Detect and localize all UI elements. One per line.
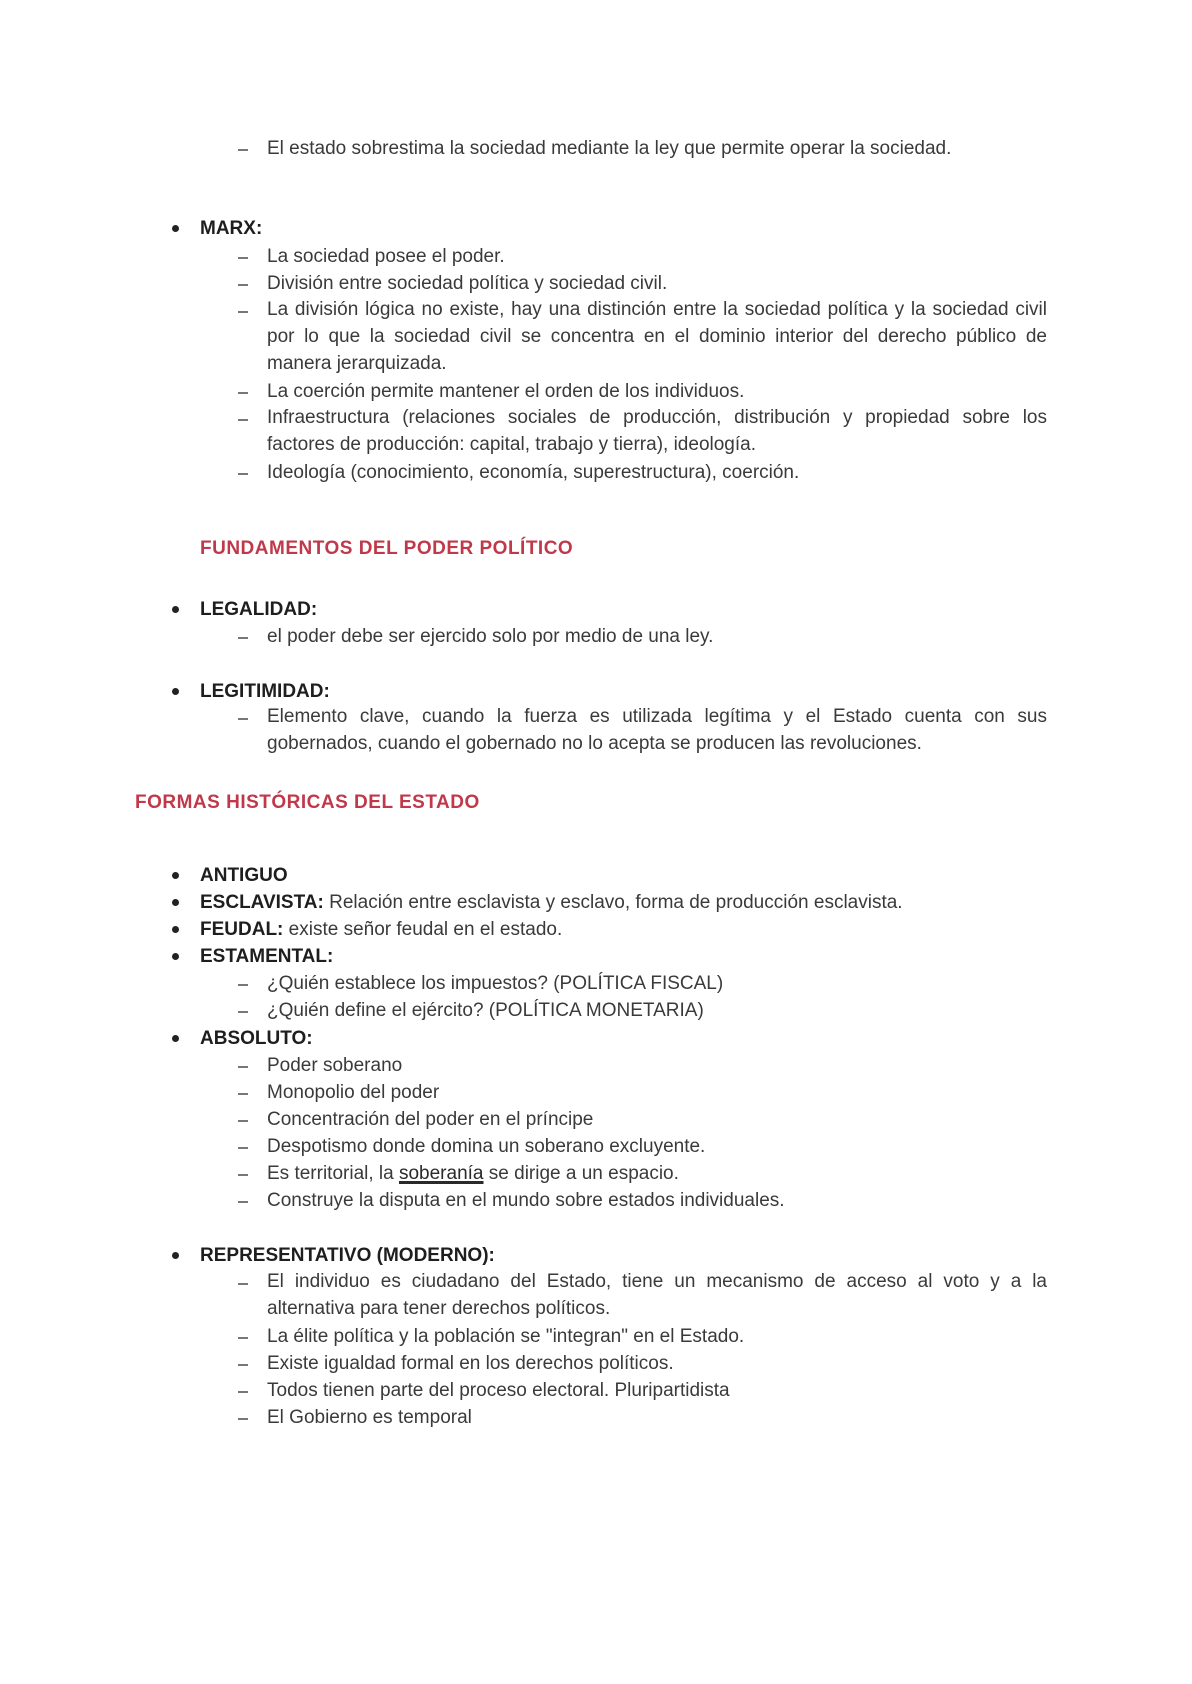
section-title-legalidad: LEGALIDAD:	[200, 599, 318, 620]
bullet-icon	[172, 899, 179, 906]
list-item: La división lógica no existe, hay una distinción entre la sociedad política y la sociedad civil por lo que la sociedad civil se concentra en el dominio interior del derecho público de manera jerarquizada.	[267, 299, 1047, 374]
list-dash-icon	[238, 1066, 248, 1068]
bullet-icon	[172, 926, 179, 933]
list-item: Construye la disputa en el mundo sobre estados individuales.	[267, 1190, 785, 1211]
list-dash-icon	[238, 149, 248, 151]
list-dash-icon	[238, 1120, 248, 1122]
bullet-icon	[172, 688, 179, 695]
list-dash-icon	[238, 284, 248, 286]
list-item: El individuo es ciudadano del Estado, tiene un mecanismo de acceso al voto y a la alternativa para tener derechos políticos.	[267, 1271, 1047, 1319]
list-item-absoluto-territorial: Es territorial, la soberanía se dirige a un espacio.	[267, 1163, 679, 1184]
list-dash-icon	[238, 473, 248, 475]
list-item: Infraestructura (relaciones sociales de producción, distribución y propiedad sobre los factores de producción: capital, trabajo y tierra), ideología.	[267, 407, 1047, 455]
list-item: ¿Quién define el ejército? (POLÍTICA MONETARIA)	[267, 1000, 704, 1021]
list-dash-icon	[238, 637, 248, 639]
list-dash-icon	[238, 1418, 248, 1420]
underlined-term: soberanía	[398, 1163, 484, 1184]
bullet-icon	[172, 1035, 179, 1042]
list-item: La coerción permite mantener el orden de los individuos.	[267, 381, 745, 402]
bullet-icon	[172, 872, 179, 879]
list-item: ¿Quién establece los impuestos? (POLÍTICA FISCAL)	[267, 973, 724, 994]
list-dash-icon	[238, 1364, 248, 1366]
list-dash-icon	[238, 718, 248, 720]
list-dash-icon	[238, 1391, 248, 1393]
list-item: el poder debe ser ejercido solo por medio de una ley.	[267, 626, 714, 647]
section-title-estamental: ESTAMENTAL:	[200, 946, 334, 967]
esclavista-line	[200, 888, 903, 917]
bullet-icon	[172, 953, 179, 960]
list-dash-icon	[238, 1283, 248, 1285]
list-item: Despotismo donde domina un soberano excluyente.	[267, 1136, 706, 1157]
feudal-label: FEUDAL:	[200, 919, 284, 940]
section-title-representativo: REPRESENTATIVO (MODERNO):	[200, 1245, 495, 1266]
bullet-icon	[172, 1252, 179, 1259]
list-dash-icon	[238, 1337, 248, 1339]
list-dash-icon	[238, 419, 248, 421]
section-title-absoluto: ABSOLUTO:	[200, 1028, 313, 1049]
list-item: División entre sociedad política y sociedad civil.	[267, 273, 668, 294]
list-item: Poder soberano	[267, 1055, 403, 1076]
list-dash-icon	[238, 257, 248, 259]
list-dash-icon	[238, 1201, 248, 1203]
esclavista-text: Relación entre esclavista y esclavo, forma de producción esclavista.	[323, 892, 903, 913]
section-title-antiguo: ANTIGUO	[200, 865, 288, 886]
section-title-legitimidad: LEGITIMIDAD:	[200, 681, 330, 702]
list-item: Ideología (conocimiento, economía, superestructura), coerción.	[267, 462, 800, 483]
section-title-marx: MARX:	[200, 218, 263, 239]
list-dash-icon	[238, 984, 248, 986]
list-dash-icon	[238, 1011, 248, 1013]
list-item: Existe igualdad formal en los derechos políticos.	[267, 1353, 674, 1374]
list-dash-icon	[238, 392, 248, 394]
list-item: La sociedad posee el poder.	[267, 246, 505, 267]
esclavista-label: ESCLAVISTA:	[200, 892, 324, 913]
feudal-line	[200, 915, 562, 944]
feudal-text: existe señor feudal en el estado.	[283, 919, 563, 940]
list-dash-icon	[238, 1093, 248, 1095]
bullet-icon	[172, 606, 179, 613]
list-dash-icon	[238, 1147, 248, 1149]
list-item: Todos tienen parte del proceso electoral. Pluripartidista	[267, 1380, 730, 1401]
list-dash-icon	[238, 1174, 248, 1176]
section-heading-fundamentos: FUNDAMENTOS DEL PODER POLÍTICO	[200, 538, 574, 559]
list-item: La élite política y la población se "integran" en el Estado.	[267, 1326, 745, 1347]
list-item: Elemento clave, cuando la fuerza es utilizada legítima y el Estado cuenta con sus gobernados, cuando el gobernado no lo acepta se producen las revoluciones.	[267, 706, 1047, 754]
list-item: El estado sobrestima la sociedad mediante la ley que permite operar la sociedad.	[267, 138, 952, 159]
bullet-icon	[172, 225, 179, 232]
list-item: El Gobierno es temporal	[267, 1407, 472, 1428]
list-item: Monopolio del poder	[267, 1082, 440, 1103]
list-dash-icon	[238, 311, 248, 313]
section-heading-formas: FORMAS HISTÓRICAS DEL ESTADO	[135, 792, 480, 813]
list-item: Concentración del poder en el príncipe	[267, 1109, 594, 1130]
